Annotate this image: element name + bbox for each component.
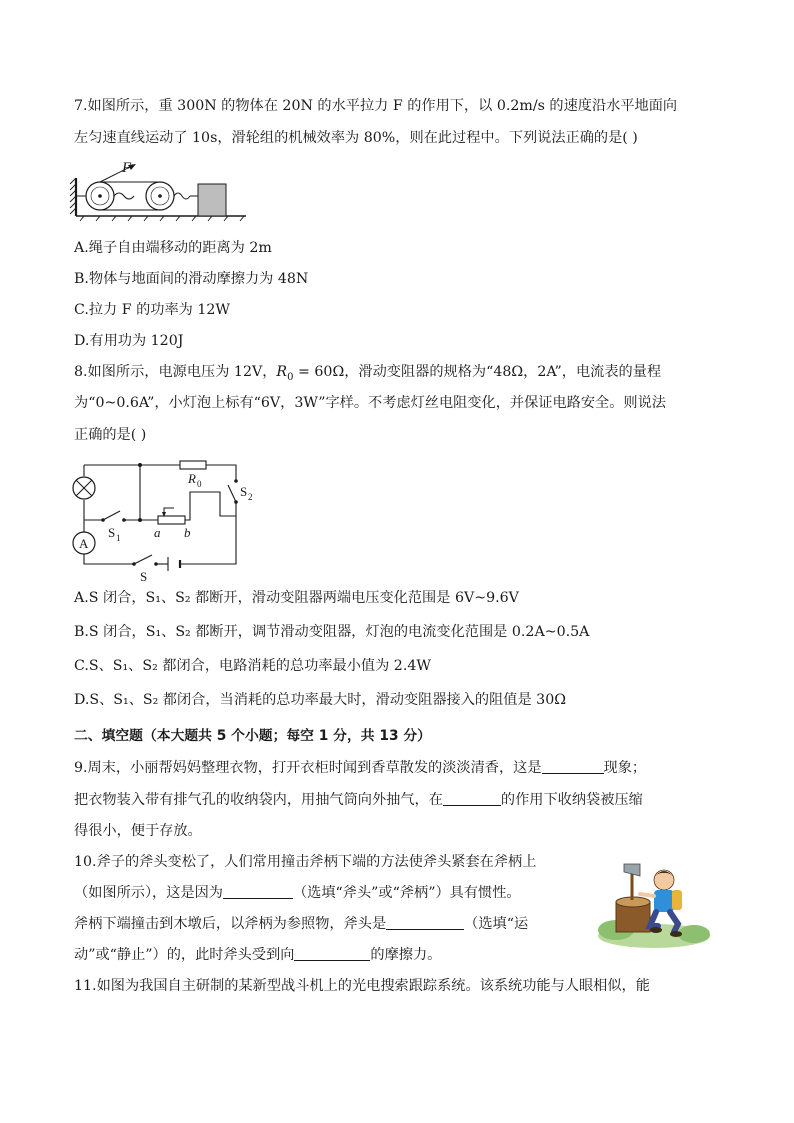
block-icon: [198, 184, 226, 216]
q8-option-a: A.S 闭合，S₁、S₂ 都断开，滑动变阻器两端电压变化范围是 6V~9.6V: [74, 590, 519, 606]
switch-s2-icon: [228, 485, 236, 502]
svg-text:2: 2: [248, 492, 253, 502]
force-f-label: F: [122, 160, 132, 176]
axe-hammering-illustration: [594, 850, 714, 950]
pulley-figure: [70, 156, 250, 222]
q10-blank-3: [294, 946, 370, 961]
svg-text:0: 0: [197, 479, 202, 489]
q8-option-b: B.S 闭合，S₁、S₂ 都断开，调节滑动变阻器，灯泡的电流变化范围是 0.2A~0.5A: [74, 624, 590, 640]
rheostat-b-label: b: [184, 525, 191, 540]
rheostat-icon: [158, 516, 185, 524]
s2-label: S: [240, 484, 248, 499]
q10-blank-2: [386, 915, 464, 930]
q11-line1: 11.如图为我国自主研制的某新型战斗机上的光电搜索跟踪系统。该系统功能与人眼相似，能: [74, 978, 650, 994]
circuit-diagram: [70, 460, 253, 584]
rheostat-a-label: a: [154, 525, 161, 540]
q10-blank-1: [223, 884, 293, 899]
q8-option-d: D.S、S₁、S₂ 都闭合，当消耗的总功率最大时，滑动变阻器接入的阻值是 30Ω: [74, 692, 566, 708]
ammeter-label: A: [79, 536, 89, 551]
q10-line2: （如图所示），这是因为 （选填“斧头”或“斧柄”）具有惯性。: [74, 885, 521, 901]
q9-blank-1: [542, 759, 604, 774]
q8-option-c: C.S、S₁、S₂ 都闭合，电路消耗的总功率最小值为 2.4W: [74, 658, 431, 674]
switch-s1-icon: [103, 511, 120, 520]
svg-text:1: 1: [116, 533, 121, 543]
q9-line3: 得很小，便于存放。: [74, 823, 202, 839]
switch-s-icon: [134, 555, 152, 564]
q8-line3: 正确的是( ): [74, 427, 147, 443]
q9-blank-2: [443, 791, 501, 806]
q10-line1: 10.斧子的斧头变松了，人们常用撞击斧柄下端的方法使斧头紧套在斧柄上: [74, 854, 537, 870]
s1-label: S: [108, 525, 116, 540]
resistor-r0-icon: [180, 461, 206, 469]
q9-line1: 9.周末，小丽帮妈妈整理衣物，打开衣柜时闻到香草散发的淡淡清香，这是 现象；: [74, 760, 647, 776]
q10-line4: 动”或“静止”）的，此时斧头受到向 的摩擦力。: [74, 947, 442, 963]
q7-option-d: D.有用功为 120J: [74, 333, 184, 349]
s-label: S: [140, 569, 148, 584]
q7-option-c: C.拉力 F 的功率为 12W: [74, 302, 230, 318]
section-heading: 二、填空题（本大题共 5 个小题；每空 1 分，共 13 分）: [74, 728, 431, 744]
q10-line3: 斧柄下端撞击到木墩后，以斧柄为参照物，斧头是 （选填“运: [74, 916, 529, 932]
r0-label: R: [188, 471, 196, 486]
q7-option-b: B.物体与地面间的滑动摩擦力为 48N: [74, 271, 309, 287]
q9-line2: 把衣物装入带有排气孔的收纳袋内，用抽气筒向外抽气，在 的作用下收纳袋被压缩: [74, 792, 643, 808]
q8-line1: 8.如图所示，电源电压为 12V，$R_0 = 60\Omega$，滑动变阻器的规格为“48Ω，2A”，电流表的量程: [74, 364, 662, 383]
q7-line2: 左匀速直线运动了 10s，滑轮组的机械效率为 80%，则在此过程中。下列说法正确的是( ): [74, 130, 638, 146]
q7-line1: 7.如图所示，重 300N 的物体在 20N 的水平拉力 F 的作用下，以 0.2m/s 的速度沿水平地面向: [74, 98, 678, 114]
q7-option-a: A.绳子自由端移动的距离为 2m: [74, 240, 272, 256]
q8-line2: 为“0~0.6A”，小灯泡上标有“6V，3W”字样。不考虑灯丝电阻变化，并保证电路安全。则说法: [74, 395, 666, 411]
